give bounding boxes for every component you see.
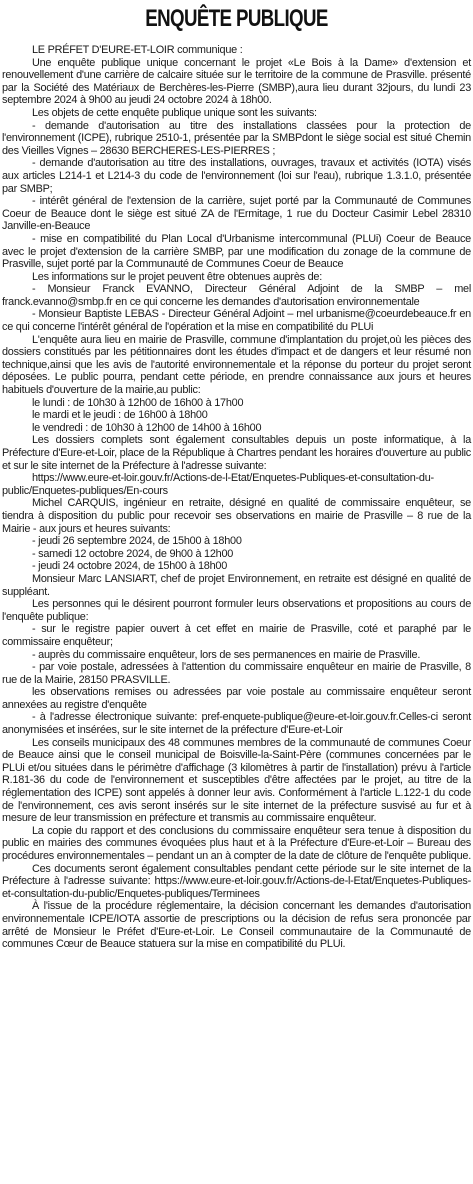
notice-paragraph: - auprès du commissaire enquêteur, lors de ses permanences en mairie de Prasville.	[32, 648, 421, 661]
notice-paragraph: - jeudi 26 septembre 2024, de 15h00 à 18h00	[32, 535, 242, 548]
notice-paragraph: - demande d'autorisation au titre des installations, ouvrages, travaux et activités (IOTA) visés aux articles L214-1 et L214-3 du code de l'environnement (loi sur l'eau), rubrique 1.3.1.0, présentée par SMBP;	[2, 157, 471, 195]
notice-paragraph: À l'issue de la procédure réglementaire, la décision concernant les demandes d'autorisation environnementale ICPE/IOTA assortie de prescriptions ou la décision de refus sera prononcée par arrêté de Monsieur le Préfet d'Eure-et-Loir. Le Conseil communautaire de la Communauté de communes Cœur de Beauce statuera sur la mise en compatibilité du PLUi.	[2, 900, 471, 951]
notice-paragraph: Les personnes qui le désirent pourront formuler leurs observations et propositions au cours de l'enquête publique:	[2, 598, 471, 623]
notice-paragraph: Les informations sur le projet peuvent être obtenues auprès de:	[32, 270, 322, 283]
notice-paragraph: - Monsieur Franck EVANNO, Directeur Général Adjoint de la SMBP – mel franck.evanno@smbp.fr en ce qui concerne les demandes d'autorisation environnementale	[2, 283, 471, 308]
notice-paragraph: LE PRÉFET D'EURE-ET-LOIR communique :	[32, 44, 243, 56]
notice-paragraph: - samedi 12 octobre 2024, de 9h00 à 12h00	[32, 547, 234, 560]
notice-paragraph: La copie du rapport et des conclusions du commissaire enquêteur sera tenue à disposition du public en mairies des communes évoquées plus haut et à la Préfecture d'Eure-et-Loir – Bureau des procédures environnementales – pendant un an à compter de la date de clôture de l'enquête publique.	[2, 824, 471, 862]
notice-paragraph: - Monsieur Baptiste LEBAS - Directeur Général Adjoint – mel urbanisme@coeurdebeauce.fr en ce qui concerne l'intérêt général de l'opération et la mise en compatibilité du PLUi	[2, 308, 471, 334]
notice-paragraph: le vendredi : de 10h30 à 12h00 de 14h00 à 16h00	[32, 421, 262, 434]
notice-paragraph: Les conseils municipaux des 48 communes membres de la communauté de communes Coeur de Beauce ainsi que le conseil municipal de Boisville-la-Saint-Père (communes concernées par le PLUi et/ou situées dans le périmètre d'affichage (3 kilomètres à partir de l'installation) prévu à l'article R.181-36 du code de l'environnement et susceptibles d'être affectées par le projet, au titre de la réglementation des ICPE) sont appelés à donner leur avis. Conformément à l'article L.122-1 du code de l'environnement, ces avis seront insérés sur le site internet de la préfecture susvisé au fur et à mesure de leur transmission en préfecture et transmis au commissaire enquêteur.	[2, 736, 471, 825]
notice-paragraph: Une enquête publique unique concernant le projet «Le Bois à la Dame» d'extension et renouvellement d'une carrière de calcaire située sur le territoire de la commune de Prasville. présenté par la Société des Matériaux de Berchères-les-Pierre (SMBP),aura lieu durant 32jours, du lundi 23 septembre 2024 à 9h00 au jeudi 24 octobre 2024 à 18h00.	[2, 56, 471, 107]
notice-paragraph: L'enquête aura lieu en mairie de Prasville, commune d'implantation du projet,où les pièces des dossiers constitués par les pétitionnaires dont les études d'impact et de dangers et leur résumé non technique,ainsi que les avis de l'autorité environnementale et la réponse du porteur du projet seront déposées. Le public pourra, pendant cette période, en prendre connaissance aux jours et heures habituels d'ouverture de la mairie,au public:	[2, 333, 471, 397]
notice-paragraph: - sur le registre papier ouvert à cet effet en mairie de Prasville, coté et paraphé par le commissaire enquêteur;	[2, 623, 471, 648]
notice-paragraph: - demande d'autorisation au titre des installations classées pour la protection de l'environnement (ICPE), rubrique 2510-1, présentée par la SMBPdont le siège social est situé Chemin des Vieilles Vignes – 28630 BERCHERES-LES-PIERRES ;	[2, 119, 471, 157]
notice-paragraph: Michel CARQUIS, ingénieur en retraite, désigné en qualité de commissaire enquêteur, se tiendra à disposition du public pour recevoir ses observations en mairie de Prasville – 8 rue de la Mairie - aux jours et heures suivants:	[2, 497, 471, 535]
notice-title: ENQUÊTE PUBLIQUE	[145, 5, 328, 32]
notice-paragraph: Les objets de cette enquête publique unique sont les suivants:	[32, 106, 317, 119]
notice-paragraph: - intérêt général de l'extension de la carrière, sujet porté par la Communauté de Communes Coeur de Beauce dont le siège est situé ZA de l'Ermitage, 1 rue du Docteur Casimir Lebel 28310 Janville-en-Beauce	[2, 195, 471, 233]
notice-paragraph: Monsieur Marc LANSIART, chef de projet Environnement, en retraite est désigné en qualité de suppléant.	[2, 572, 471, 598]
notice-paragraph: https://www.eure-et-loir.gouv.fr/Actions-de-l-Etat/Enquetes-Publiques-et-consultation-du-public/Enquetes-publiques/En-cours	[2, 472, 434, 497]
notice-paragraph: Ces documents seront également consultables pendant cette période sur le site internet de la Préfecture à l'adresse suivante: https://www.eure-et-loir.gouv.fr/Actions-de-l-Etat/Enquetes-Publiques-et-consultation-du-public/Enquetes-publiques/Terminees	[2, 862, 471, 900]
notice-paragraph: - à l'adresse électronique suivante: pref-enquete-publique@eure-et-loir.gouv.fr.Celles-ci seront anonymisées et insérées, sur le site internet de la préfecture d'Eure-et-Loir	[2, 711, 471, 737]
notice-paragraph: le lundi : de 10h30 à 12h00 de 16h00 à 17h00	[32, 396, 244, 409]
notice-paragraph: - par voie postale, adressées à l'attention du commissaire enquêteur en mairie de Prasville, 8 rue de la Mairie, 28150 PRASVILLE.	[2, 661, 471, 686]
notice-paragraph: Les dossiers complets sont également consultables depuis un poste informatique, à la Préfecture d'Eure-et-Loir, place de la République à Chartres pendant les horaires d'ouverture au public et sur le site internet de la Préfecture à l'adresse suivante:	[2, 434, 471, 472]
notice-paragraph: le mardi et le jeudi : de 16h00 à 18h00	[32, 409, 208, 422]
notice-paragraph: les observations remises ou adressées par voie postale au commissaire enquêteur seront annexées au registre d'enquête	[2, 686, 471, 711]
notice-paragraph: - jeudi 24 octobre 2024, de 15h00 à 18h00	[32, 560, 228, 573]
notice-body	[2, 44, 471, 951]
notice-paragraph: - mise en compatibilité du Plan Local d'Urbanisme intercommunal (PLUi) Coeur de Beauce avec le projet d'extension de la carrière SMBP, par une modification du zonage de la commune de Prasville, sujet porté par la Communauté de Communes Coeur de Beauce	[2, 232, 471, 271]
